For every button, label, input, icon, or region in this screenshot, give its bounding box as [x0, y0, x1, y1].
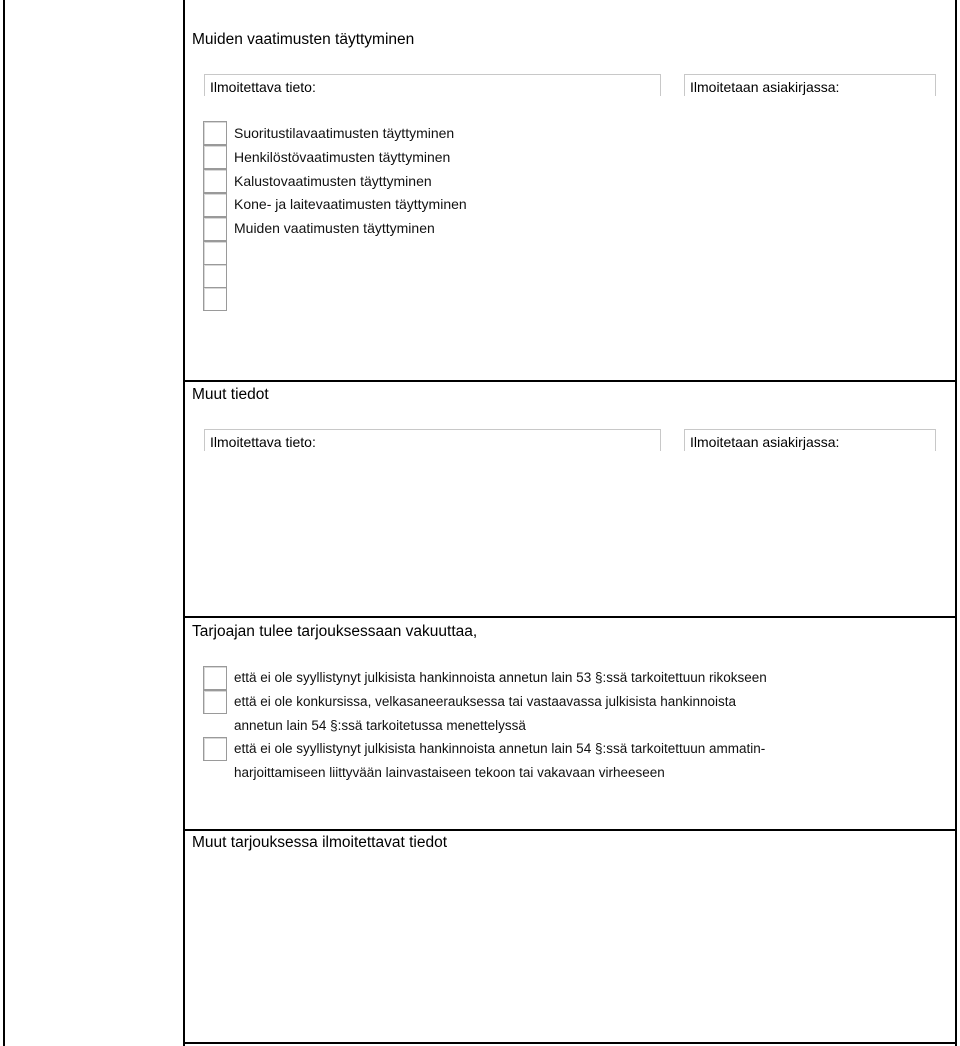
- checkbox-henkilosto[interactable]: [203, 145, 227, 169]
- declaration-line-2: että ei ole konkursissa, velkasaneerauksessa tai vastaavassa julkisista hankinnoista: [234, 694, 737, 709]
- checkbox-kalusto[interactable]: [203, 169, 227, 193]
- section-divider-2: [183, 616, 957, 618]
- checkbox-empty-2[interactable]: [203, 264, 227, 288]
- checkbox-suoritustila[interactable]: [203, 121, 227, 145]
- field-label-ilmoitettava-tieto-2: Ilmoitettava tieto:: [210, 434, 316, 450]
- section-title-muiden-vaatimusten: Muiden vaatimusten täyttyminen: [192, 31, 415, 48]
- section-divider-3: [183, 829, 957, 831]
- checkbox-empty-3[interactable]: [203, 287, 227, 311]
- section-title-muut-tiedot: Muut tiedot: [192, 386, 269, 403]
- form-frame-bottom: [183, 1042, 957, 1044]
- field-label-ilmoitettava-tieto-1: Ilmoitettava tieto:: [210, 79, 316, 95]
- checkbox-kone-laite[interactable]: [203, 193, 227, 217]
- form-frame-right: [955, 0, 957, 1046]
- declaration-line-4: että ei ole syyllistynyt julkisista hankinnoista annetun lain 54 §:ssä tarkoitettuun ammatin-: [234, 741, 766, 756]
- option-label-henkilosto: Henkilöstövaatimusten täyttyminen: [234, 149, 451, 165]
- option-label-kone-laite: Kone- ja laitevaatimusten täyttyminen: [234, 196, 467, 212]
- form-frame-left: [183, 0, 185, 1046]
- section-title-vakuutus: Tarjoajan tulee tarjouksessaan vakuuttaa,: [192, 623, 478, 640]
- option-label-muut-vaatimukset: Muiden vaatimusten täyttyminen: [234, 220, 435, 236]
- checkbox-empty-1[interactable]: [203, 241, 227, 265]
- page-left-rule: [3, 0, 5, 1046]
- checkbox-vakuutus-konkurssi[interactable]: [203, 690, 227, 714]
- checkbox-vakuutus-rikos[interactable]: [203, 666, 227, 690]
- option-label-kalusto: Kalustovaatimusten täyttyminen: [234, 173, 432, 189]
- field-label-ilmoitetaan-asiakirjassa-1: Ilmoitetaan asiakirjassa:: [690, 79, 840, 95]
- declaration-line-3: annetun lain 54 §:ssä tarkoitetussa menettelyssä: [234, 718, 526, 733]
- section-divider-1: [183, 380, 957, 382]
- option-label-suoritustila: Suoritustilavaatimusten täyttyminen: [234, 125, 455, 141]
- declaration-line-5: harjoittamiseen liittyvään lainvastaiseen tekoon tai vakavaan virheeseen: [234, 765, 665, 780]
- checkbox-vakuutus-ammatinharjoittaminen[interactable]: [203, 737, 227, 761]
- checkbox-muut-vaatimukset[interactable]: [203, 217, 227, 241]
- field-label-ilmoitetaan-asiakirjassa-2: Ilmoitetaan asiakirjassa:: [690, 434, 840, 450]
- section-title-muut-tarjouksessa: Muut tarjouksessa ilmoitettavat tiedot: [192, 834, 448, 851]
- declaration-line-1: että ei ole syyllistynyt julkisista hankinnoista annetun lain 53 §:ssä tarkoitettuun rikokseen: [234, 670, 767, 685]
